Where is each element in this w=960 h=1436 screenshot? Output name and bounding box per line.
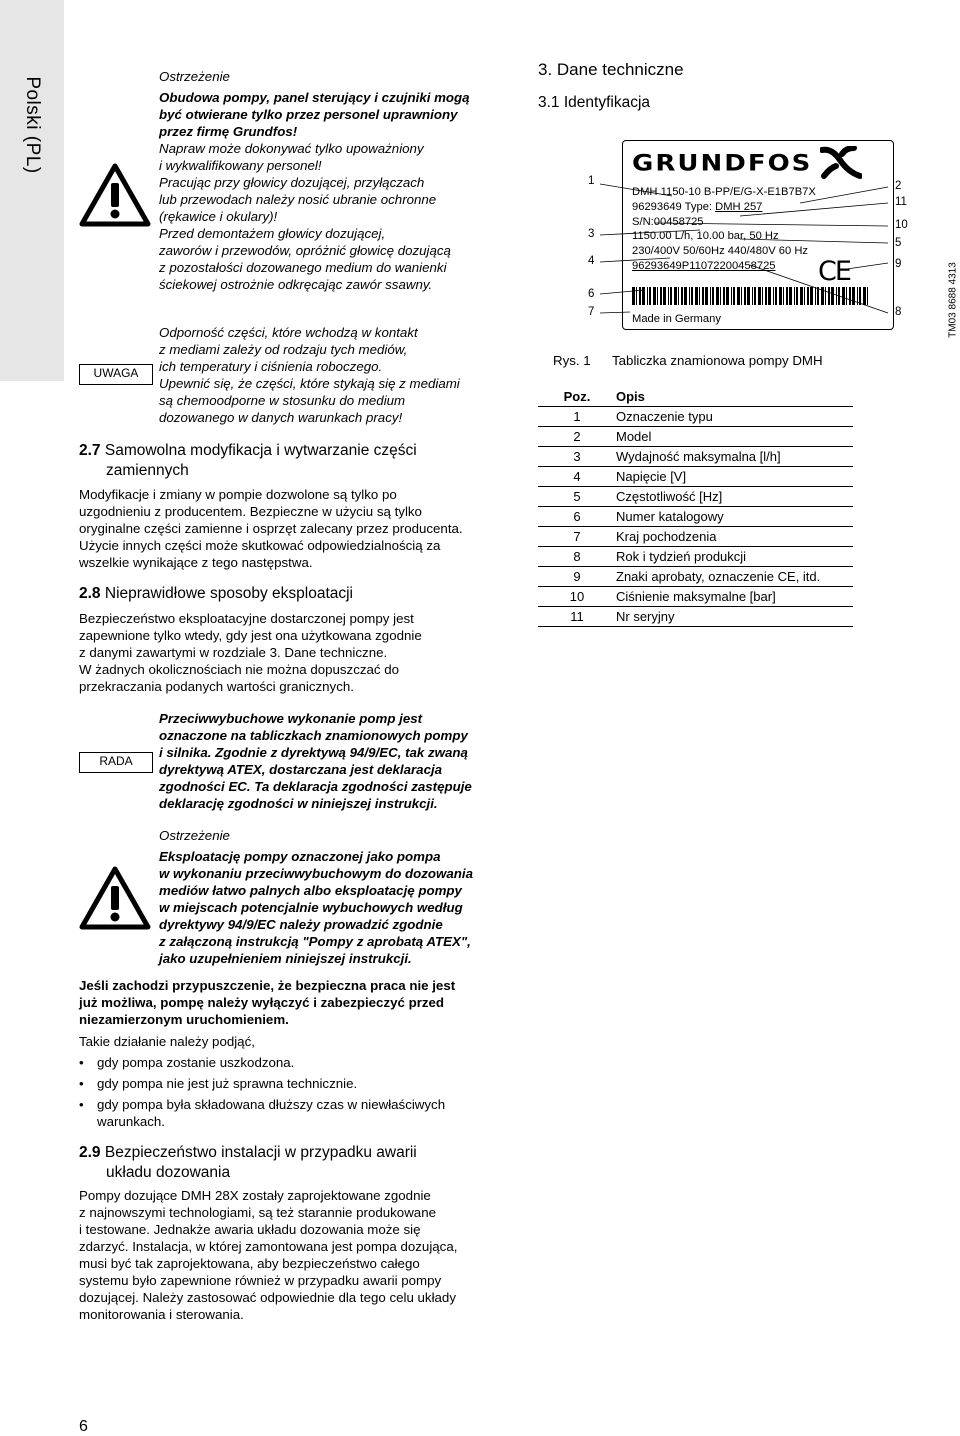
body-line: wszelkie wynikające z tego następstwa. [79, 555, 313, 570]
table-row [538, 527, 853, 547]
body-line: Pompy dozujące DMH 28X zostały zaprojektowane zgodnie [79, 1188, 431, 1203]
callout-right: 5 [895, 237, 902, 249]
section-3-heading: 3. Dane techniczne [538, 60, 684, 79]
warning2-line: w wykonaniu przeciwwybuchowym do dozowania [159, 866, 473, 881]
figure-label: Rys. 1 [553, 353, 591, 368]
body-line: Jeśli zachodzi przypuszczenie, że bezpieczna praca nie jest [79, 978, 456, 993]
body-line: oryginalne części zamienne i osprzęt zalecany przez producenta. [79, 521, 463, 536]
warning1-line: z pozostałości dozowanego medium do wanienki [159, 260, 447, 275]
warning1-line: być otwierane tylko przez personel uprawniony [159, 107, 458, 122]
language-tab-label: Polski (PL) [22, 76, 43, 174]
position-description: Wydajność maksymalna [l/h] [616, 447, 853, 467]
body-line: z danymi zawartymi w rozdziale 3. Dane techniczne. [79, 645, 388, 660]
section-2-8-body [79, 610, 499, 695]
position-description: Nr seryjny [616, 607, 853, 627]
warning1-line: Napraw może dokonywać tylko upoważniony [159, 141, 424, 156]
section-2-8-heading [79, 584, 499, 603]
table-row [538, 487, 853, 507]
warning2-line: jako uzupełnieniem niniejszej instrukcji. [159, 951, 412, 966]
callout-left: 1 [588, 175, 595, 187]
list-item: • gdy pompa nie jest już sprawna technicznie. [79, 1075, 499, 1092]
table-row [538, 427, 853, 447]
position-description: Częstotliwość [Hz] [616, 487, 853, 507]
warning2-title: Ostrzeżenie [159, 828, 230, 843]
callout-right: 9 [895, 258, 902, 270]
table-header: Poz. [538, 387, 616, 407]
body-line: przekraczania podanych wartości granicznych. [79, 679, 354, 694]
section-2-9-body [79, 1187, 509, 1323]
section-title-cont: zamiennych [106, 462, 189, 479]
section-2-7-body [79, 486, 499, 571]
uwaga-line: są chemoodporne w stosunku do medium [159, 393, 406, 408]
section-number: 2.7 [79, 442, 101, 459]
ce-mark: CE [818, 256, 850, 287]
action-list [79, 1054, 499, 1134]
section-2-9-heading [79, 1143, 499, 1182]
rada-label: RADA [79, 752, 153, 773]
body-line: uzgodnieniu z producentem. Bezpieczne w użyciu są tylko [79, 504, 422, 519]
uwaga-line: Odporność części, które wchodzą w kontakt [159, 325, 418, 340]
position-number: 7 [538, 527, 616, 547]
warning-triangle-icon [79, 866, 151, 930]
uwaga-label: UWAGA [79, 364, 153, 385]
body-line: Użycie innych części może skutkować odpowiedzialnością za [79, 538, 441, 553]
rada-text [159, 710, 519, 812]
warning1-line: zaworów i przewodów, opróżnić głowicę dozującą [159, 243, 451, 258]
rada-line: zgodności EC. Ta deklaracja zgodności zastępuje [159, 779, 472, 794]
position-number: 1 [538, 407, 616, 427]
warning2-line: dyrektywy 94/9/EC należy prowadzić zgodnie [159, 917, 443, 932]
position-number: 6 [538, 507, 616, 527]
warning2-line: Eksploatację pompy oznaczonej jako pompa [159, 849, 441, 864]
callout-leader-lines [600, 170, 900, 330]
section-title-cont: układu dozowania [106, 1164, 231, 1181]
position-number: 11 [538, 607, 616, 627]
drawing-reference: TM03 8688 4313 [947, 262, 959, 338]
rada-line: oznaczone na tabliczkach znamionowych pompy [159, 728, 468, 743]
table-row [538, 467, 853, 487]
language-tab [0, 0, 64, 381]
section-title: Nieprawidłowe sposoby eksploatacji [104, 585, 354, 602]
warning-triangle-icon [79, 163, 151, 227]
position-description: Model [616, 427, 853, 447]
page-number: 6 [79, 1418, 88, 1435]
warning1-line: ściekowej ostrożnie odkręcając zawór ssawny. [159, 277, 433, 292]
shutdown-paragraph [79, 977, 509, 1028]
plate-product-number-line: 96293649P11072200458725 [632, 260, 776, 272]
position-table [538, 387, 853, 627]
position-description: Numer katalogowy [616, 507, 853, 527]
uwaga-text [159, 324, 519, 426]
warning2-text [159, 848, 519, 967]
table-row [538, 567, 853, 587]
warning2-line: w miejscach potencjalnie wybuchowych według [159, 900, 463, 915]
callout-right: 2 [895, 180, 902, 192]
warning1-line: Pracując przy głowicy dozującej, przyłączach [159, 175, 425, 190]
rada-line: i silnika. Zgodnie z dyrektywą 94/9/EC, tak zwaną [159, 745, 468, 760]
list-item: • gdy pompa była składowana dłuższy czas w niewłaściwych warunkach. [79, 1096, 489, 1130]
body-line: niezamierzonym uruchomieniem. [79, 1012, 289, 1027]
position-number: 5 [538, 487, 616, 507]
warning2-line: mediów łatwo palnych albo eksploatację pompy [159, 883, 462, 898]
table-row [538, 587, 853, 607]
warning2-line: z załączoną instrukcją "Pompy z aprobatą ATEX", [159, 934, 471, 949]
figure-caption: Tabliczka znamionowa pompy DMH [612, 353, 823, 368]
position-number: 9 [538, 567, 616, 587]
section-title: Samowolna modyfikacja i wytwarzanie części [104, 442, 417, 459]
list-item: • gdy pompa zostanie uszkodzona. [79, 1054, 499, 1071]
body-line: i testowane. Jednakże awaria układu dozowania może się [79, 1222, 421, 1237]
position-description: Kraj pochodzenia [616, 527, 853, 547]
warning1-title: Ostrzeżenie [159, 69, 230, 84]
plate-voltage-line: 230/400V 50/60Hz 440/480V 60 Hz [632, 245, 809, 257]
warning1-line: Przed demontażem głowicy dozującej, [159, 226, 386, 241]
table-header-row [538, 387, 853, 407]
callout-left: 4 [588, 255, 595, 267]
warning1-text [159, 89, 519, 293]
plate-model-type: DMH 257 [715, 201, 763, 213]
position-description: Rok i tydzień produkcji [616, 547, 853, 567]
warning1-line: i wykwalifikowany personel! [159, 158, 322, 173]
callout-left: 7 [588, 306, 595, 318]
callout-left: 3 [588, 228, 595, 240]
body-line: zapewnione tylko wtedy, gdy jest ona użytkowana zgodnie [79, 628, 422, 643]
rada-line: Przeciwwybuchowe wykonanie pomp jest [159, 711, 423, 726]
callout-right: 11 [895, 196, 907, 208]
section-number: 2.8 [79, 585, 101, 602]
plate-model-prefix: 96293649 Type: [632, 201, 716, 213]
section-3-1-heading: 3.1 Identyfikacja [538, 94, 651, 111]
body-line: systemu było zapewnione również w przypadku awarii pompy [79, 1273, 442, 1288]
body-line: z najnowszymi technologiami, są też starannie produkowane [79, 1205, 436, 1220]
warning1-line: (rękawice i okulary)! [159, 209, 278, 224]
table-row [538, 447, 853, 467]
plate-capacity-line: 1150.00 L/h, 10.00 bar, 50 Hz [632, 230, 779, 242]
position-description: Ciśnienie maksymalne [bar] [616, 587, 853, 607]
body-line: zdarzyć. Instalacja, w której zamontowana jest pompa dozująca, [79, 1239, 458, 1254]
body-line: Modyfikacje i zmiany w pompie dozwolone są tylko po [79, 487, 397, 502]
body-line: już możliwa, pompę należy wyłączyć i zabezpieczyć przed [79, 995, 445, 1010]
uwaga-line: ich temperatury i ciśnienia roboczego. [159, 359, 383, 374]
section-2-7-heading [79, 441, 499, 480]
position-description: Znaki aprobaty, oznaczenie CE, itd. [616, 567, 853, 587]
warning1-line: Obudowa pompy, panel sterujący i czujniki mogą [159, 90, 470, 105]
plate-made-in: Made in Germany [632, 313, 721, 325]
table-header: Opis [616, 387, 853, 407]
plate-type-line: DMH 1150-10 B-PP/E/G-X-E1B7B7X [632, 186, 816, 198]
body-line: monitorowania i sterowania. [79, 1307, 244, 1322]
position-number: 3 [538, 447, 616, 467]
uwaga-line: z mediami zależy od rodzaju tych mediów, [159, 342, 408, 357]
section-title: Bezpieczeństwo instalacji w przypadku awarii [104, 1144, 417, 1161]
position-number: 8 [538, 547, 616, 567]
body-line: Bezpieczeństwo eksploatacyjne dostarczonej pompy jest [79, 611, 414, 626]
grundfos-logo-text: GRUNDFOS [632, 151, 813, 177]
warning1-line: przez firmę Grundfos! [159, 124, 298, 139]
uwaga-line: Upewnić się, że części, które stykają się z mediami [159, 376, 460, 391]
position-number: 2 [538, 427, 616, 447]
table-row [538, 607, 853, 627]
position-description: Napięcie [V] [616, 467, 853, 487]
callout-right: 10 [895, 219, 908, 231]
position-number: 10 [538, 587, 616, 607]
body-line: musi być tak zaprojektowana, aby bezpieczeństwo całego [79, 1256, 420, 1271]
position-number: 4 [538, 467, 616, 487]
warning1-line: lub przewodach należy nosić ubranie ochronne [159, 192, 437, 207]
rada-line: dyrektywą ATEX, dostarczana jest deklaracja [159, 762, 443, 777]
table-row [538, 407, 853, 427]
section-number: 2.9 [79, 1144, 101, 1161]
uwaga-line: dozowanego w danych warunkach pracy! [159, 410, 403, 425]
table-row [538, 547, 853, 567]
table-row [538, 507, 853, 527]
callout-right: 8 [895, 306, 902, 318]
rada-line: deklarację zgodności w niniejszej instrukcji. [159, 796, 438, 811]
body-line: dozującej. Należy zastosować odpowiednie dla tego celu układy [79, 1290, 456, 1305]
body-line: W żadnych okolicznościach nie można dopuszczać do [79, 662, 400, 677]
position-description: Oznaczenie typu [616, 407, 853, 427]
callout-left: 6 [588, 288, 595, 300]
plate-serial-line: S/N:00458725 [632, 216, 704, 228]
action-intro: Takie działanie należy podjąć, [79, 1034, 255, 1049]
